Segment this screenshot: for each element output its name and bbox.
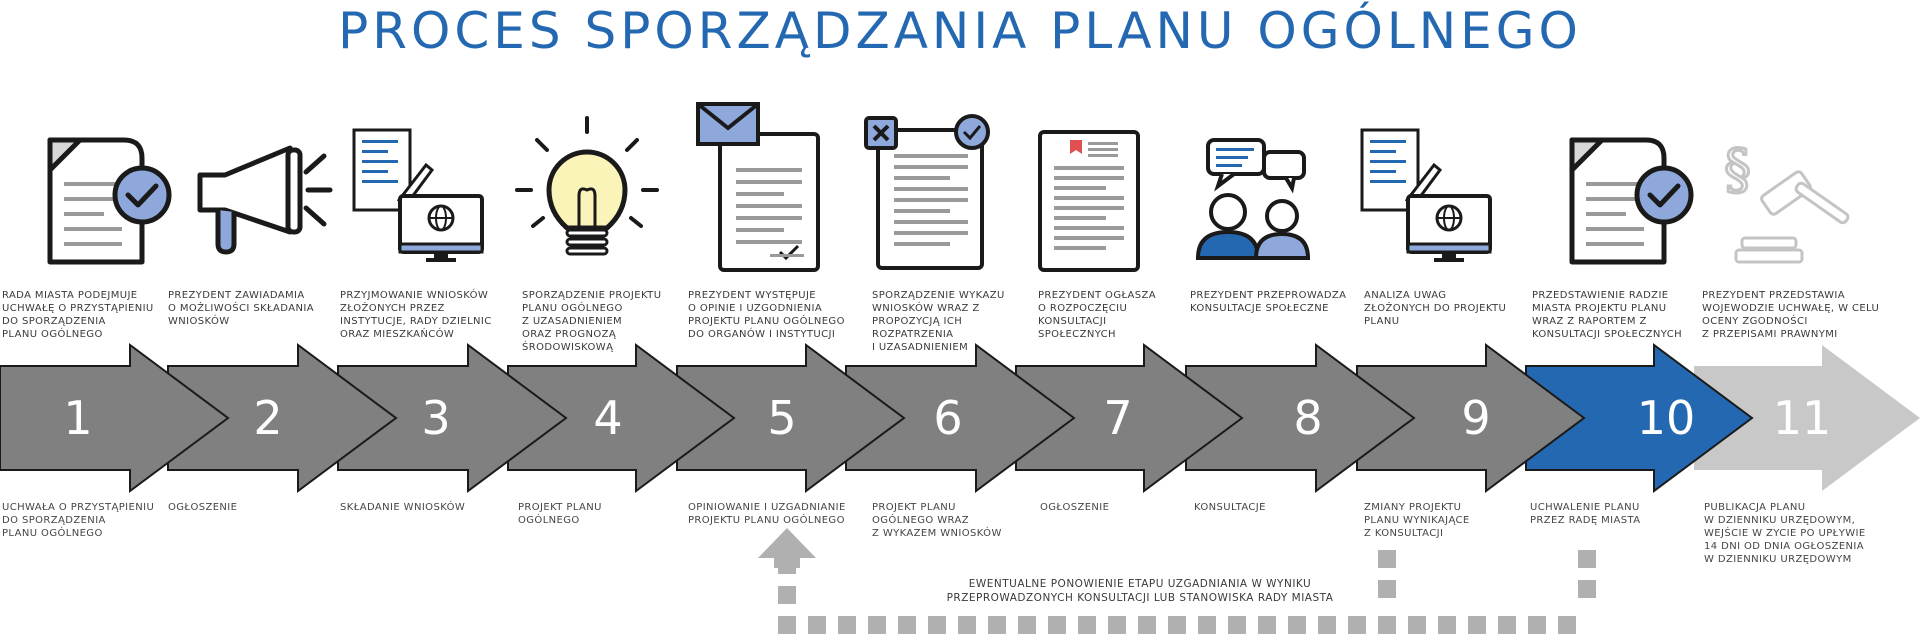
step-8-output: KONSULTACJE xyxy=(1194,502,1266,513)
diagram-title: PROCES SPORZĄDZANIA PLANU OGÓLNEGO xyxy=(338,2,1582,60)
step-1-description: RADA MIASTA PODEJMUJE UCHWAŁĘ O PRZYSTĄPIENIU DO SPORZĄDZENIA PLANU OGÓLNEGO xyxy=(2,290,154,340)
envelope-document-icon xyxy=(698,104,818,270)
step-1-output: UCHWAŁA O PRZYSTĄPIENIU DO SPORZĄDZENIA PLANU OGÓLNEGO xyxy=(2,502,155,539)
megaphone-icon xyxy=(200,148,330,252)
step-number-3: 3 xyxy=(421,391,451,445)
step-number-10: 10 xyxy=(1636,391,1696,445)
document-monitor-icon xyxy=(354,130,482,262)
step-7-output: OGŁOSZENIE xyxy=(1040,502,1110,513)
step-number-8: 8 xyxy=(1293,391,1323,445)
loop-up-arrow xyxy=(758,528,816,568)
step-number-1: 1 xyxy=(63,391,93,445)
step-6-description: SPORZĄDZENIE WYKAZU WNIOSKÓW WRAZ Z PROPOZYCJĄ ICH ROZPATRZENIA I UZASADNIENIEM xyxy=(872,290,1005,353)
step-7-description: PREZYDENT OGŁASZA O ROZPOCZĘCIU KONSULTACJI SPOŁECZNYCH xyxy=(1038,290,1156,340)
step-11-output: PUBLIKACJA PLANU W DZIENNIKU URZĘDOWYM, WEJŚCIE W ZYCIE PO UPŁYWIE 14 DNI OD DNIA OGŁOSZENIA W DZIENNIKU URZĘDOWYM xyxy=(1704,502,1866,565)
step-number-6: 6 xyxy=(933,391,963,445)
lightbulb-icon xyxy=(517,118,657,254)
people-speech-icon xyxy=(1198,140,1308,258)
document-accept-reject-icon xyxy=(866,116,988,268)
step-2-output: OGŁOSZENIE xyxy=(168,502,238,513)
document-check-icon xyxy=(1572,140,1691,262)
step-11-description: PREZYDENT PRZEDSTAWIA WOJEWODZIE UCHWAŁĘ, W CELU OCENY ZGODNOŚCI Z PRZEPISAMI PRAWNYMI xyxy=(1702,290,1880,340)
law-gavel-icon xyxy=(1724,138,1849,262)
notice-document-icon xyxy=(1040,132,1138,270)
step-8-description: PREZYDENT PRZEPROWADZA KONSULTACJE SPOŁECZNE xyxy=(1190,290,1347,314)
step-icons xyxy=(50,104,1849,270)
paragraph-sign: § xyxy=(1724,138,1751,201)
step-number-5: 5 xyxy=(767,391,797,445)
document-monitor-icon xyxy=(1362,130,1490,262)
step-10-description: PRZEDSTAWIENIE RADZIE MIASTA PROJEKTU PLANU WRAZ Z RAPORTEM Z KONSULTACJI SPOŁECZNYCH xyxy=(1532,290,1683,340)
step-number-11: 11 xyxy=(1772,391,1832,445)
step-number-4: 4 xyxy=(593,391,623,445)
loop-note: EWENTUALNE PONOWIENIE ETAPU UZGADNIANIA W WYNIKU PRZEPROWADZONYCH KONSULTACJI LUB STANOWISKA RADY MIASTA xyxy=(946,578,1334,604)
step-number-2: 2 xyxy=(253,391,283,445)
step-number-7: 7 xyxy=(1103,391,1133,445)
step-10-output: UCHWALENIE PLANU PRZEZ RADĘ MIASTA xyxy=(1530,502,1641,526)
step-arrows xyxy=(0,345,1920,491)
step-6-output: PROJEKT PLANU OGÓLNEGO WRAZ Z WYKAZEM WNIOSKÓW xyxy=(872,502,1002,539)
step-4-output: PROJEKT PLANU OGÓLNEGO xyxy=(518,502,602,526)
step-4-description: SPORZĄDZENIE PROJEKTU PLANU OGÓLNEGO Z UZASADNIENIEM ORAZ PROGNOZĄ ŚRODOWISKOWĄ xyxy=(522,290,662,353)
step-2-description: PREZYDENT ZAWIADAMIA O MOŻLIWOŚCI SKŁADANIA WNIOSKÓW xyxy=(168,290,314,327)
step-9-description: ANALIZA UWAG ZŁOŻONYCH DO PROJEKTU PLANU xyxy=(1364,290,1507,327)
document-check-icon xyxy=(50,140,169,262)
step-3-output: SKŁADANIE WNIOSKÓW xyxy=(340,502,466,513)
step-number-9: 9 xyxy=(1461,391,1491,445)
step-3-description: PRZYJMOWANIE WNIOSKÓW ZŁOŻONYCH PRZEZ INSTYTUCJE, RADY DZIELNIC ORAZ MIESZKAŃCÓW xyxy=(340,290,492,340)
step-5-description: PREZYDENT WYSTĘPUJE O OPINIE I UZGODNIENIA PROJEKTU PLANU OGÓLNEGO DO ORGANÓW I INSTYTUCJI xyxy=(688,290,845,340)
step-5-output: OPINIOWANIE I UZGADNIANIE PROJEKTU PLANU OGÓLNEGO xyxy=(688,502,846,526)
step-9-output: ZMIANY PROJEKTU PLANU WYNIKAJĄCE Z KONSULTACJI xyxy=(1364,502,1470,539)
